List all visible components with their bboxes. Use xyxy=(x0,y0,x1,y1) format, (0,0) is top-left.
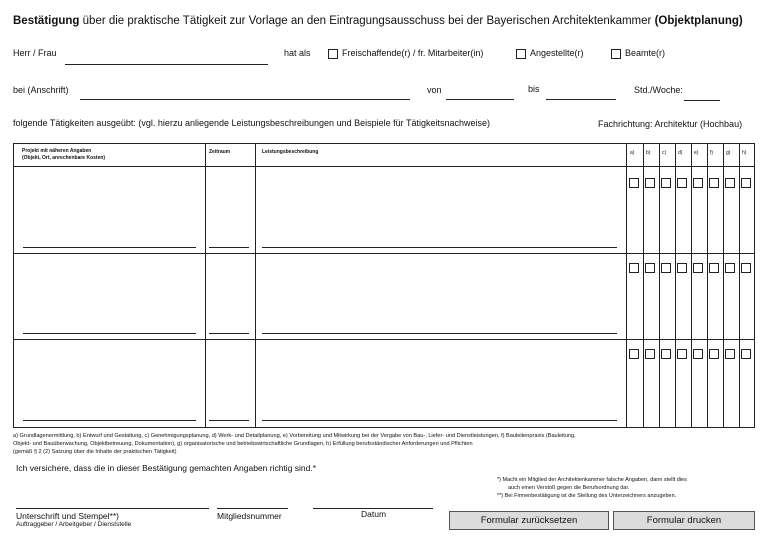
row2-checkbox-b[interactable] xyxy=(645,263,655,273)
beamte-checkbox[interactable] xyxy=(611,49,621,59)
reset-form-button[interactable]: Formular zurücksetzen xyxy=(449,511,609,530)
std-woche-label: Std./Woche: xyxy=(634,85,683,95)
row3-checkbox-b[interactable] xyxy=(645,349,655,359)
page-title xyxy=(13,15,743,27)
row3-checkbox-f[interactable] xyxy=(709,349,719,359)
angestellte-label: Angestellte(r) xyxy=(530,48,584,58)
row3-zeitraum-field[interactable] xyxy=(209,420,249,421)
row3-checkbox-h[interactable] xyxy=(741,349,751,359)
header-letter-a: a) xyxy=(630,150,635,156)
freischaffend-label: Freischaffende(r) / fr. Mitarbeiter(in) xyxy=(342,48,484,58)
hat-als-label: hat als xyxy=(284,48,311,58)
header-letter-d: d) xyxy=(678,150,683,156)
note-2: **) Bei Firmenbestätigung ist die Stellung des Unterzeichners anzugeben. xyxy=(497,493,677,499)
std-woche-field[interactable] xyxy=(684,100,720,101)
row2-checkbox-c[interactable] xyxy=(661,263,671,273)
header-projekt-1: Projekt mit näheren Angaben xyxy=(22,148,92,154)
bei-anschrift-label: bei (Anschrift) xyxy=(13,85,69,95)
row1-checkbox-f[interactable] xyxy=(709,178,719,188)
row1-checkbox-b[interactable] xyxy=(645,178,655,188)
row2-checkbox-f[interactable] xyxy=(709,263,719,273)
header-projekt-2: (Objekt, Ort, anrechenbare Kosten) xyxy=(22,155,106,161)
note-1-line-1: *) Macht ein Mitglied der Architektenkammer falsche Angaben, dann stellt dies xyxy=(497,477,687,483)
row1-leistung-field[interactable] xyxy=(262,247,617,248)
letters-legend-line-1: a) Grundlagenermittlung, b) Entwurf und Gestaltung, c) Genehmigungsplanung, d) Werk- und Detailplanung, e) Vorbereitung und Mitwirkung bei der Vergabe von Bau-, Liefer- und Dienstleistungen, f) Bauleitenpraxis (Bauleitung, xyxy=(13,433,576,439)
row3-projekt-field[interactable] xyxy=(23,420,196,421)
mitgliedsnummer-label: Mitgliedsnummer xyxy=(217,511,282,521)
row2-zeitraum-field[interactable] xyxy=(209,333,249,334)
row3-checkbox-g[interactable] xyxy=(725,349,735,359)
activities-table xyxy=(13,143,755,428)
von-field[interactable] xyxy=(446,99,514,100)
name-field[interactable] xyxy=(65,64,268,65)
signature-field[interactable] xyxy=(16,508,209,509)
header-letter-f: f) xyxy=(710,150,714,156)
header-letter-c: c) xyxy=(662,150,667,156)
header-zeitraum: Zeitraum xyxy=(209,149,231,155)
signature-label: Unterschrift und Stempel**) xyxy=(16,511,119,521)
print-form-button[interactable]: Formular drucken xyxy=(613,511,755,530)
row3-checkbox-c[interactable] xyxy=(661,349,671,359)
note-1-line-2: auch einen Verstoß gegen die Berufsordnung dar. xyxy=(508,485,630,491)
header-letter-b: b) xyxy=(646,150,651,156)
assurance-statement: Ich versichere, dass die in dieser Bestätigung gemachten Angaben richtig sind.* xyxy=(16,463,317,473)
letters-legend-line-3: (gemäß § 2 (2) Satzung über die Inhalte der praktischen Tätigkeit) xyxy=(13,449,177,455)
title-bold-end: (Objektplanung) xyxy=(654,15,743,27)
beamte-label: Beamte(r) xyxy=(625,48,666,58)
mitgliedsnummer-field[interactable] xyxy=(217,508,288,509)
row2-projekt-field[interactable] xyxy=(23,333,196,334)
header-letter-e: e) xyxy=(694,150,699,156)
row1-projekt-field[interactable] xyxy=(23,247,196,248)
herr-frau-label: Herr / Frau xyxy=(13,48,57,58)
angestellte-checkbox[interactable] xyxy=(516,49,526,59)
header-letter-h: h) xyxy=(742,150,747,156)
row3-checkbox-a[interactable] xyxy=(629,349,639,359)
header-letter-g: g) xyxy=(726,150,731,156)
von-label: von xyxy=(427,85,442,95)
row1-checkbox-h[interactable] xyxy=(741,178,751,188)
datum-label: Datum xyxy=(361,509,387,519)
row2-checkbox-d[interactable] xyxy=(677,263,687,273)
row3-leistung-field[interactable] xyxy=(262,420,617,421)
row1-checkbox-e[interactable] xyxy=(693,178,703,188)
freischaffend-checkbox[interactable] xyxy=(328,49,338,59)
row3-checkbox-d[interactable] xyxy=(677,349,687,359)
letters-legend-line-2: Objekt- und Bauüberwachung, Objektbetreuung, Dokumentation), g) organisatorische und betriebswirtschaftliche Grundlagen, h) Erfüllung berufsständischer Anforderungen und Pflichten xyxy=(13,441,473,447)
title-middle: über die praktische Tätigkeit zur Vorlage an den Eintragungsausschuss bei der Bayerischen Architektenkammer xyxy=(79,15,655,27)
taetigkeiten-intro: folgende Tätigkeiten ausgeübt: (vgl. hierzu anliegende Leistungsbeschreibungen und Beispiele für Tätigkeitsnachweise) xyxy=(13,118,490,128)
fachrichtung-label: Fachrichtung: Architektur (Hochbau) xyxy=(598,119,743,129)
bis-label: bis xyxy=(528,84,540,94)
row2-checkbox-a[interactable] xyxy=(629,263,639,273)
row3-checkbox-e[interactable] xyxy=(693,349,703,359)
title-bold-start: Bestätigung xyxy=(13,15,80,27)
signature-sublabel: Auftraggeber / Arbeitgeber / Dienststelle xyxy=(16,521,132,528)
row1-zeitraum-field[interactable] xyxy=(209,247,249,248)
row1-checkbox-g[interactable] xyxy=(725,178,735,188)
row2-leistung-field[interactable] xyxy=(262,333,617,334)
row1-checkbox-c[interactable] xyxy=(661,178,671,188)
row2-checkbox-e[interactable] xyxy=(693,263,703,273)
anschrift-field[interactable] xyxy=(80,99,410,100)
header-leistungsbeschreibung: Leistungsbeschreibung xyxy=(262,149,319,155)
row2-checkbox-h[interactable] xyxy=(741,263,751,273)
bis-field[interactable] xyxy=(546,99,616,100)
row1-checkbox-a[interactable] xyxy=(629,178,639,188)
row2-checkbox-g[interactable] xyxy=(725,263,735,273)
row1-checkbox-d[interactable] xyxy=(677,178,687,188)
